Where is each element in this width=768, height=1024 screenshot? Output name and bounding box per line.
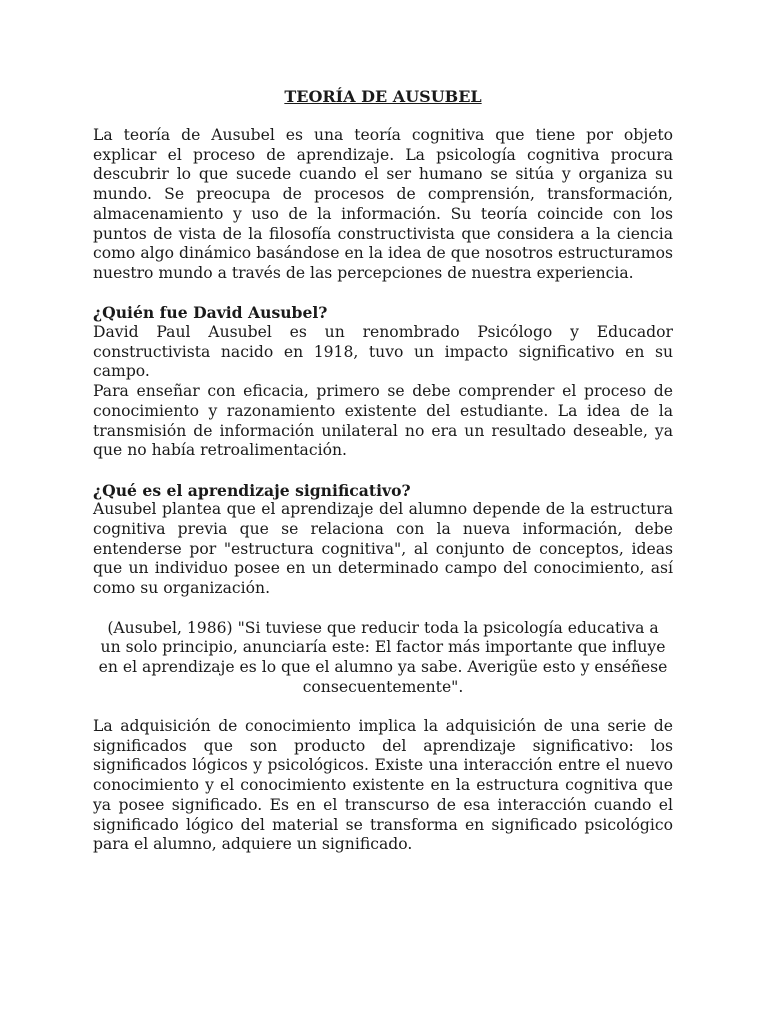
section-paragraph: Ausubel plantea que el aprendizaje del alumno depende de la estructura cognitiva previa que se relaciona con la nueva información, debe entenderse por "estructura cognitiva", al conjunto de conceptos, ideas que un individuo posee en un determinado campo del conocimiento, así como su organización.	[93, 500, 673, 598]
section-paragraph: David Paul Ausubel es un renombrado Psicólogo y Educador constructivista nacido en 1918, tuvo un impacto significativo en su campo.	[93, 323, 673, 381]
closing-paragraph: La adquisición de conocimiento implica la adquisición de una serie de significados que son producto del aprendizaje significativo: los significados lógicos y psicológicos. Existe una interacción entre el nuevo conocimiento y el conocimiento existente en la estructura cognitiva que ya posee significado. Es en el transcurso de esa interacción cuando el significado lógico del material se transforma en significado psicológico para el alumno, adquiere un significado.	[93, 717, 673, 854]
section-heading: ¿Quién fue David Ausubel?	[93, 303, 328, 323]
section-who-was-ausubel	[93, 303, 673, 461]
section-paragraph: Para enseñar con eficacia, primero se debe comprender el proceso de conocimiento y razonamiento existente del estudiante. La idea de la transmisión de información unilateral no era un resultado deseable, ya que no había retroalimentación.	[93, 382, 673, 460]
document-title: TEORÍA DE AUSUBEL	[284, 87, 482, 106]
quote-paragraph: (Ausubel, 1986) "Si tuviese que reducir toda la psicología educativa a un solo principio, anunciaría este: El factor más importante que influye en el aprendizaje es lo que el alumno ya sabe. Averigüe esto y enséñese consecuentemente".	[98, 618, 668, 696]
intro-paragraph: La teoría de Ausubel es una teoría cognitiva que tiene por objeto explicar el proceso de aprendizaje. La psicología cognitiva procura descubrir lo que sucede cuando el ser humano se sitúa y organiza su mundo. Se preocupa de procesos de comprensión, transformación, almacenamiento y uso de la información. Su teoría coincide con los puntos de vista de la filosofía constructivista que considera a la ciencia como algo dinámico basándose en la idea de que nosotros estructuramos nuestro mundo a través de las percepciones de nuestra experiencia.	[93, 126, 673, 282]
section-meaningful-learning	[93, 481, 673, 599]
document-page	[93, 86, 673, 855]
section-heading: ¿Qué es el aprendizaje significativo?	[93, 480, 411, 500]
